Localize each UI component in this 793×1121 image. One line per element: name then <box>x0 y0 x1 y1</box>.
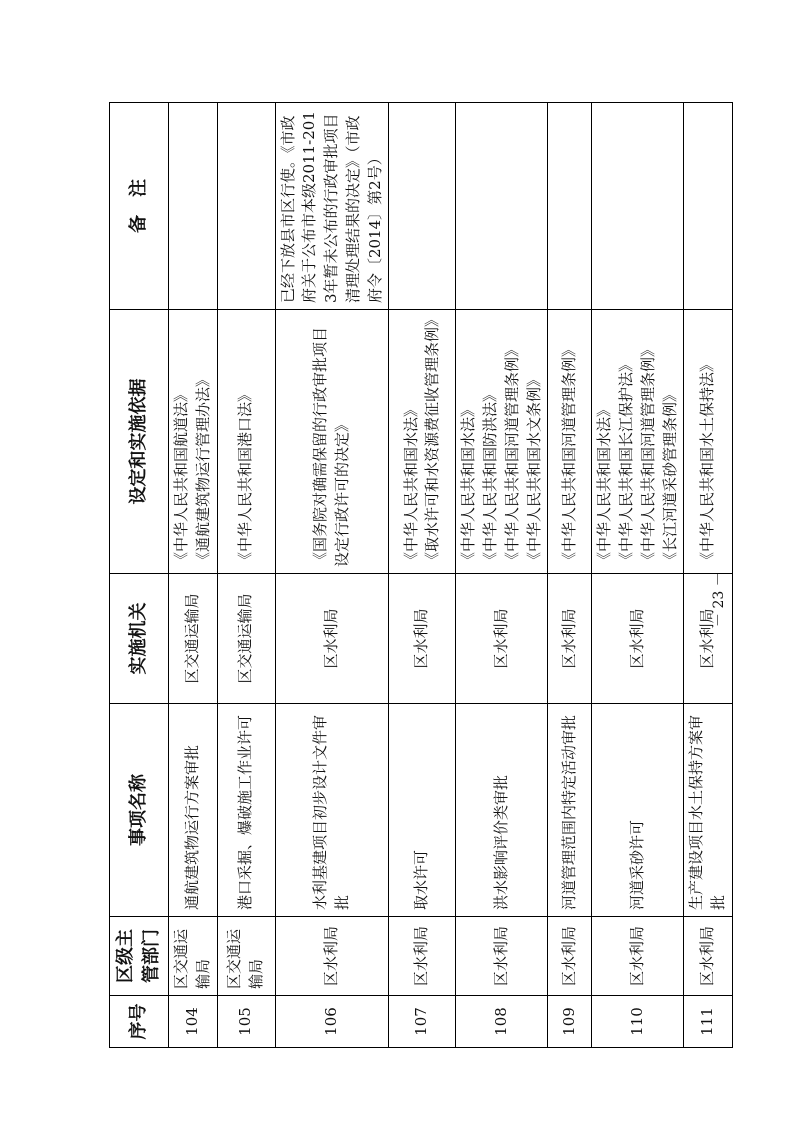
cell-dept: 区交通运输局 <box>169 917 218 996</box>
cell-no: 108 <box>456 996 548 1048</box>
basis-line: 《长江河道采砂管理条例》 <box>660 386 679 567</box>
basis-line: 《中华人民共和国河道管理条例》 <box>638 341 657 567</box>
cell-remark <box>389 103 456 310</box>
cell-basis <box>275 310 389 574</box>
cell-item: 港口采掘、爆破施工作业许可 <box>217 704 275 917</box>
cell-agency: 区交通运输局 <box>217 574 275 704</box>
cell-no: 105 <box>217 996 275 1048</box>
basis-line: 《中华人民共和国长江保护法》 <box>617 356 635 567</box>
cell-no: 109 <box>548 996 592 1048</box>
header-basis: 设定和实施依据 <box>110 310 169 574</box>
approval-items-table <box>109 102 733 1048</box>
cell-item: 洪水影响评价类审批 <box>456 704 548 917</box>
cell-remark <box>217 103 275 310</box>
cell-basis <box>548 310 592 574</box>
cell-dept: 区水利局 <box>275 917 389 996</box>
cell-dept: 区水利局 <box>389 917 456 996</box>
basis-line: 《中华人民共和国防洪法》 <box>481 386 499 567</box>
basis-line: 《中华人民共和国水法》 <box>401 401 420 567</box>
cell-agency: 区水利局 <box>275 574 389 704</box>
cell-basis <box>592 310 684 574</box>
cell-no: 106 <box>275 996 389 1048</box>
cell-remark <box>169 103 218 310</box>
cell-agency: 区水利局 <box>456 574 548 704</box>
basis-line: 《国务院对确需保留的行政审批项目设定行政许可的决定》 <box>311 326 351 567</box>
cell-agency: 区水利局 <box>389 574 456 704</box>
basis-line: 《中华人民共和国河道管理条例》 <box>502 341 521 567</box>
table-row <box>169 103 218 1048</box>
cell-dept: 区水利局 <box>456 917 548 996</box>
cell-dept: 区水利局 <box>548 917 592 996</box>
cell-remark <box>548 103 592 310</box>
table-row <box>389 103 456 1048</box>
basis-line: 《中华人民共和国河道管理条例》 <box>559 341 578 567</box>
cell-basis <box>684 310 733 574</box>
table-row <box>275 103 389 1048</box>
cell-basis <box>456 310 548 574</box>
cell-no: 111 <box>684 996 733 1048</box>
cell-agency: 区水利局 <box>548 574 592 704</box>
cell-item: 河道采砂许可 <box>592 704 684 917</box>
header-item: 事项名称 <box>110 704 169 917</box>
basis-line: 《中华人民共和国港口法》 <box>236 386 255 567</box>
cell-remark: 已经下放县市区行使。《市政府关于公布市本级2011-2013年暂未公布的行政审批项目清理处理结果的决定》（市政府令〔2014〕第2号） <box>275 103 389 310</box>
cell-agency: 区交通运输局 <box>169 574 218 704</box>
cell-agency: 区水利局 <box>684 574 733 704</box>
header-remark: 备 注 <box>110 103 169 310</box>
cell-remark <box>592 103 684 310</box>
cell-item: 生产建设项目水土保持方案审批 <box>684 704 733 917</box>
cell-basis <box>217 310 275 574</box>
cell-no: 110 <box>592 996 684 1048</box>
cell-basis <box>169 310 218 574</box>
basis-line: 《通航建筑物运行管理办法》 <box>193 371 212 567</box>
cell-agency: 区水利局 <box>592 574 684 704</box>
basis-line: 《中华人民共和国水法》 <box>459 401 478 567</box>
table-header-row <box>110 103 169 1048</box>
cell-item: 水利基建项目初步设计文件审批 <box>275 704 389 917</box>
header-dept: 区级主管部门 <box>110 917 169 996</box>
cell-item: 通航建筑物运行方案审批 <box>169 704 218 917</box>
table-row <box>548 103 592 1048</box>
basis-line: 《中华人民共和国航道法》 <box>172 386 190 567</box>
table-row <box>217 103 275 1048</box>
cell-remark <box>456 103 548 310</box>
cell-no: 104 <box>169 996 218 1048</box>
basis-line: 《中华人民共和国水土保持法》 <box>698 356 717 567</box>
cell-dept: 区水利局 <box>684 917 733 996</box>
cell-dept: 区交通运输局 <box>217 917 275 996</box>
page-number: － 23 － <box>711 572 727 628</box>
header-agency: 实施机关 <box>110 574 169 704</box>
cell-no: 107 <box>389 996 456 1048</box>
table-row <box>456 103 548 1048</box>
basis-line: 《中华人民共和国水法》 <box>595 401 614 567</box>
header-no: 序号 <box>110 996 169 1048</box>
cell-basis <box>389 310 456 574</box>
table-row <box>592 103 684 1048</box>
basis-line: 《中华人民共和国水文条例》 <box>524 371 543 567</box>
cell-remark <box>684 103 733 310</box>
basis-line: 《取水许可和水资源费征收管理条例》 <box>423 311 442 567</box>
cell-dept: 区水利局 <box>592 917 684 996</box>
cell-item: 取水许可 <box>389 704 456 917</box>
cell-item: 河道管理范围内特定活动审批 <box>548 704 592 917</box>
